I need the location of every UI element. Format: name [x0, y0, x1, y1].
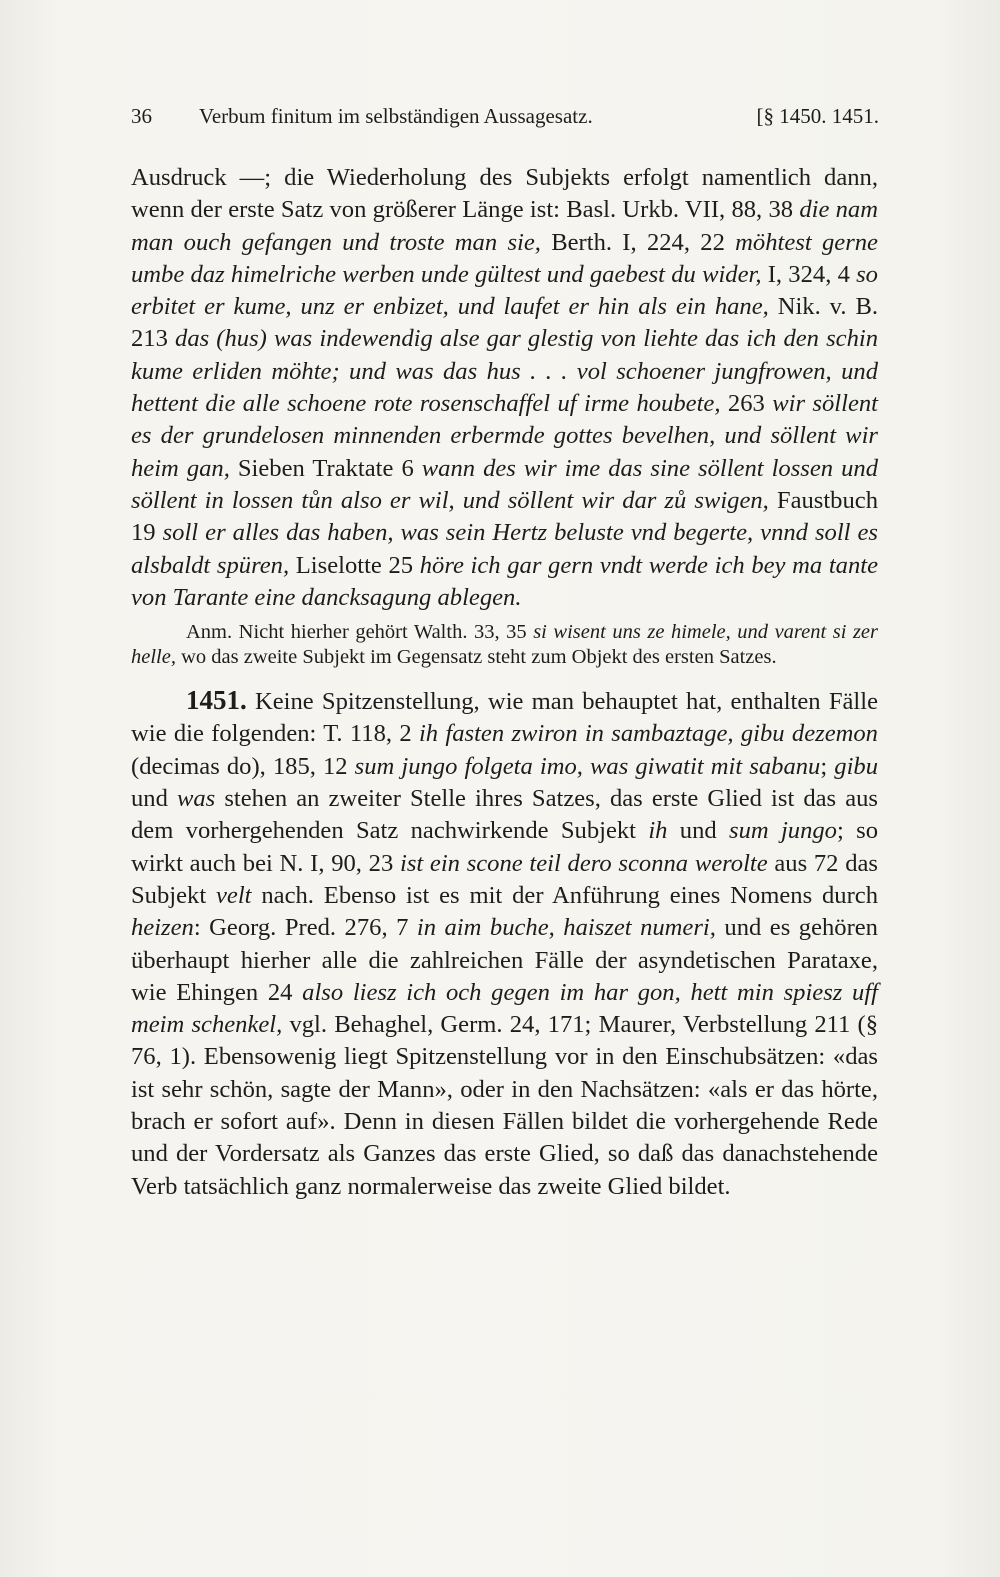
annotation-note: Anm. Nicht hierher gehört Walth. 33, 35 si wisent uns ze himele, und varent si zer helle, wo das zweite Subjekt im Gegensatz steht zum Objekt des ersten Satzes.	[131, 621, 878, 669]
section-number: 1451.	[186, 685, 247, 716]
paragraph-1451: 1451. Keine Spitzenstellung, wie man behauptet hat, enthalten Fälle wie die folgenden: T. 118, 2 ih fasten zwiron in sambaztage, gibu dezemon (decimas do), 185, 12 sum jungo folgeta imo, was giwatit mit sabanu; gibu und was stehen an zweiter Stelle ihres Satzes, das erste Glied ist das aus dem vorhergehenden Satz nachwirkende Subjekt ih und sum jungo; so wirkt auch bei N. I, 90, 23 ist ein scone teil dero sconna werolte aus 72 das Subjekt velt nach. Ebenso ist es mit der Anführung eines Nomens durch heizen: Georg. Pred. 276, 7 in aim buche, haiszet numeri, und es gehören überhaupt hierher alle die zahlreichen Fälle der asyndetischen Parataxe, wie Ehingen 24 also liesz ich och gegen im har gon, hett min spiesz uff meim schenkel, vgl. Behaghel, Germ. 24, 171; Maurer, Verbstellung 211 (§ 76, 1). Ebensowenig liegt Spitzenstellung vor in den Einschubsätzen: «das ist sehr schön, sagte der Mann», oder in den Nachsätzen: «als er das hörte, brach er sofort auf». Denn in diesen Fällen bildet die vorhergehende Rede und der Vordersatz als Ganzes das erste Glied, so daß das danachstehende Verb tatsächlich ganz normalerweise das zweite Glied bildet.	[131, 685, 879, 1200]
section-reference: [§ 1450. 1451.	[756, 104, 879, 128]
paragraph-1450-continuation: Ausdruck —; die Wiederholung des Subjekts erfolgt namentlich dann, wenn der erste Satz von größerer Länge ist: Basl. Urkb. VII, 88, 38 die nam man ouch gefangen und troste man sie, Berth. I, 224, 22 möhtest gerne umbe daz himelriche werben unde gültest und gaebest du wider, I, 324, 4 so erbitet er kume, unz er enbizet, und laufet er hin als ein hane, Nik. v. B. 213 das (hus) was indewendig alse gar glestig von liehte das ich den schin kume erliden möhte; und was das hus . . . vol schoener jungfrowen, und hettent die alle schoene rote rosenschaffel uf irme houbete, 263 wir söllent es der grundelosen minnenden erbermde gottes bevelhen, und söllent wir heim gan, Sieben Traktate 6 wann des wir ime das sine söllent lossen und söllent in lossen tůn also er wil, und söllent wir dar zů swigen, Faustbuch 19 soll er alles das haben, was sein Hertz beluste vnd begerte, vnnd soll es alsbaldt spüren, Liselotte 25 höre ich gar gern vndt werde ich bey ma tante von Tarante eine dancksagung ablegen.	[131, 164, 879, 611]
page-number: 36	[131, 104, 152, 128]
running-title: Verbum finitum im selbständigen Aussagesatz.	[199, 104, 593, 128]
running-head	[131, 101, 881, 131]
body-text	[131, 162, 878, 1203]
